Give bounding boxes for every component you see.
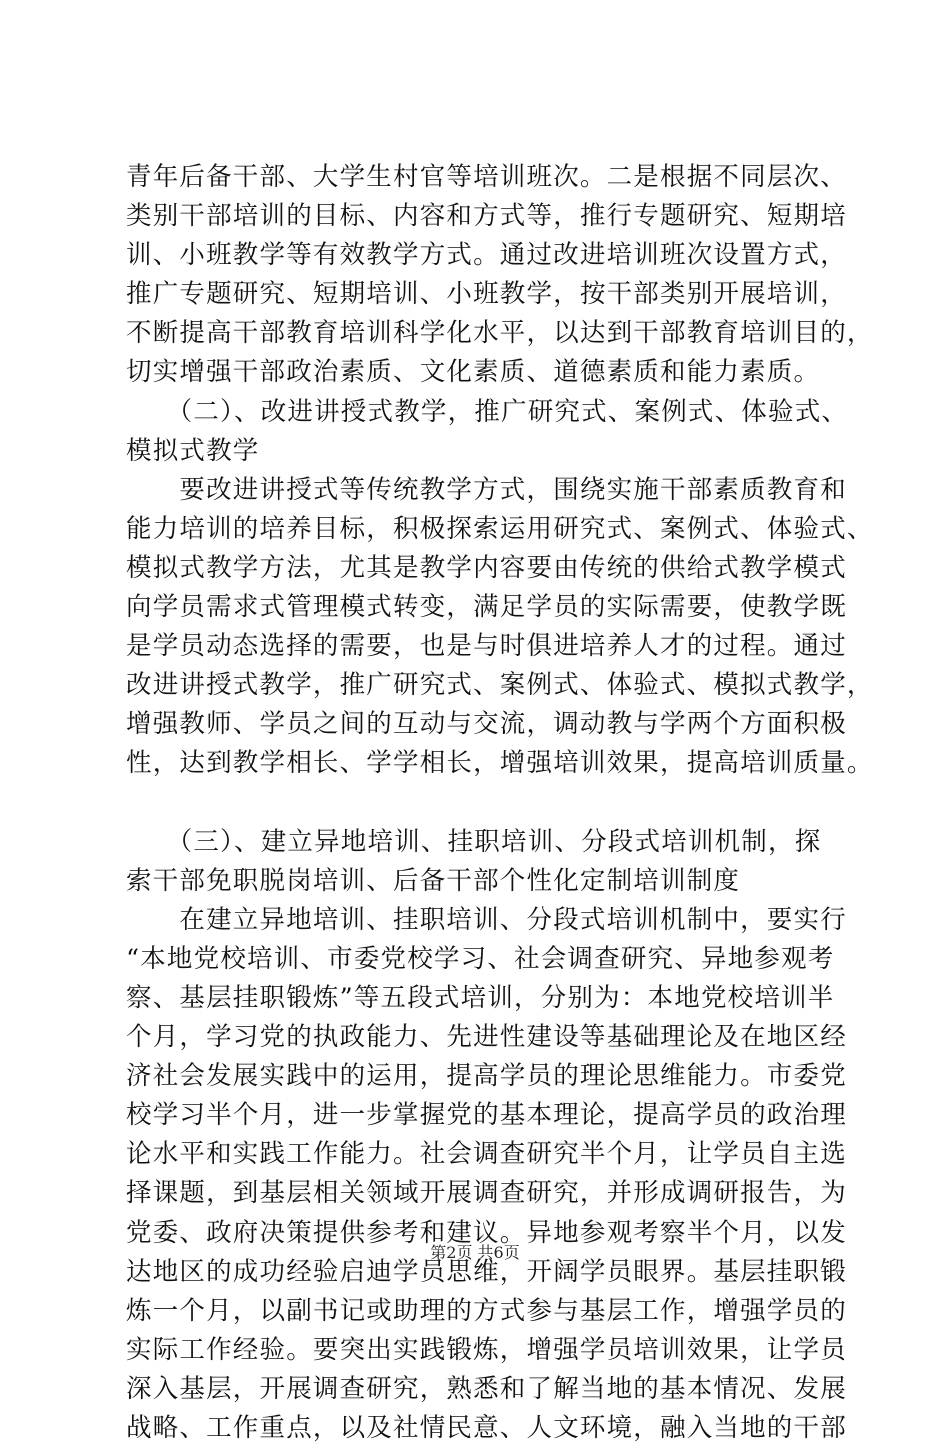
text-line: 论水平和实践工作能力。社会调查研究半个月，让学员自主选 bbox=[126, 1139, 847, 1170]
text-line: 类别干部培训的目标、内容和方式等，推行专题研究、短期培 bbox=[126, 201, 847, 232]
text-line: 切实增强干部政治素质、文化素质、道德素质和能力素质。 bbox=[126, 357, 821, 388]
text-line: 改进讲授式教学，推广研究式、案例式、体验式、模拟式教学， bbox=[126, 670, 874, 701]
text-line: 青年后备干部、大学生村官等培训班次。二是根据不同层次、 bbox=[126, 162, 847, 192]
text-line: 在建立异地培训、挂职培训、分段式培训机制中，要实行 bbox=[126, 904, 847, 935]
section-heading-line: （二）、改进讲授式教学，推广研究式、案例式、体验式、 bbox=[126, 396, 849, 427]
text-line: 校学习半个月，进一步掌握党的基本理论，提高学员的政治理 bbox=[126, 1100, 847, 1131]
text-line: 增强教师、学员之间的互动与交流，调动教与学两个方面积极 bbox=[126, 709, 847, 740]
text-line: 不断提高干部教育培训科学化水平，以达到干部教育培训目的， bbox=[126, 318, 874, 349]
section-heading-line: 模拟式教学 bbox=[126, 435, 260, 466]
text-line: 择课题，到基层相关领域开展调查研究，并形成调研报告，为 bbox=[126, 1178, 847, 1209]
text-line: 实际工作经验。要突出实践锻炼，增强学员培训效果，让学员 bbox=[126, 1334, 847, 1365]
blank-line bbox=[126, 784, 836, 823]
text-line: 能力培训的培养目标，积极探索运用研究式、案例式、体验式、 bbox=[126, 513, 874, 544]
text-line: 推广专题研究、短期培训、小班教学，按干部类别开展培训， bbox=[126, 279, 847, 310]
text-line: 性，达到教学相长、学学相长，增强培训效果，提高培训质量。 bbox=[126, 748, 874, 779]
text-line: 向学员需求式管理模式转变，满足学员的实际需要，使教学既 bbox=[126, 592, 847, 623]
text-line: 战略、工作重点，以及社情民意、人文环境，融入当地的干部 bbox=[126, 1413, 847, 1443]
text-line: 济社会发展实践中的运用，提高学员的理论思维能力。市委党 bbox=[126, 1061, 847, 1092]
text-line: 达地区的成功经验启迪学员思维，开阔学员眼界。基层挂职锻 bbox=[126, 1256, 847, 1287]
text-line: 党委、政府决策提供参考和建议。异地参观考察半个月，以发 bbox=[126, 1217, 847, 1248]
text-line: 要改进讲授式等传统教学方式，围绕实施干部素质教育和 bbox=[126, 474, 847, 505]
text-line: 炼一个月，以副书记或助理的方式参与基层工作，增强学员的 bbox=[126, 1295, 847, 1326]
text-line: “本地党校培训、市委党校学习、社会调查研究、异地参观考 bbox=[126, 943, 835, 974]
text-line: 个月，学习党的执政能力、先进性建设等基础理论及在地区经 bbox=[126, 1022, 847, 1053]
text-line: 是学员动态选择的需要，也是与时俱进培养人才的过程。通过 bbox=[126, 631, 847, 662]
text-line: 模拟式教学方法，尤其是教学内容要由传统的供给式教学模式 bbox=[126, 552, 847, 583]
page-number-footer: 第2页 共6页 bbox=[430, 1243, 520, 1262]
section-heading-line: （三）、建立异地培训、挂职培训、分段式培训机制，探 bbox=[126, 826, 822, 857]
text-line: 察、基层挂职锻炼”等五段式培训，分别为：本地党校培训半 bbox=[126, 982, 835, 1013]
text-line: 深入基层，开展调查研究，熟悉和了解当地的基本情况、发展 bbox=[126, 1373, 847, 1404]
text-line: 训、小班教学等有效教学方式。通过改进培训班次设置方式， bbox=[126, 240, 847, 271]
section-heading-line: 索干部免职脱岗培训、后备干部个性化定制培训制度 bbox=[126, 865, 741, 896]
